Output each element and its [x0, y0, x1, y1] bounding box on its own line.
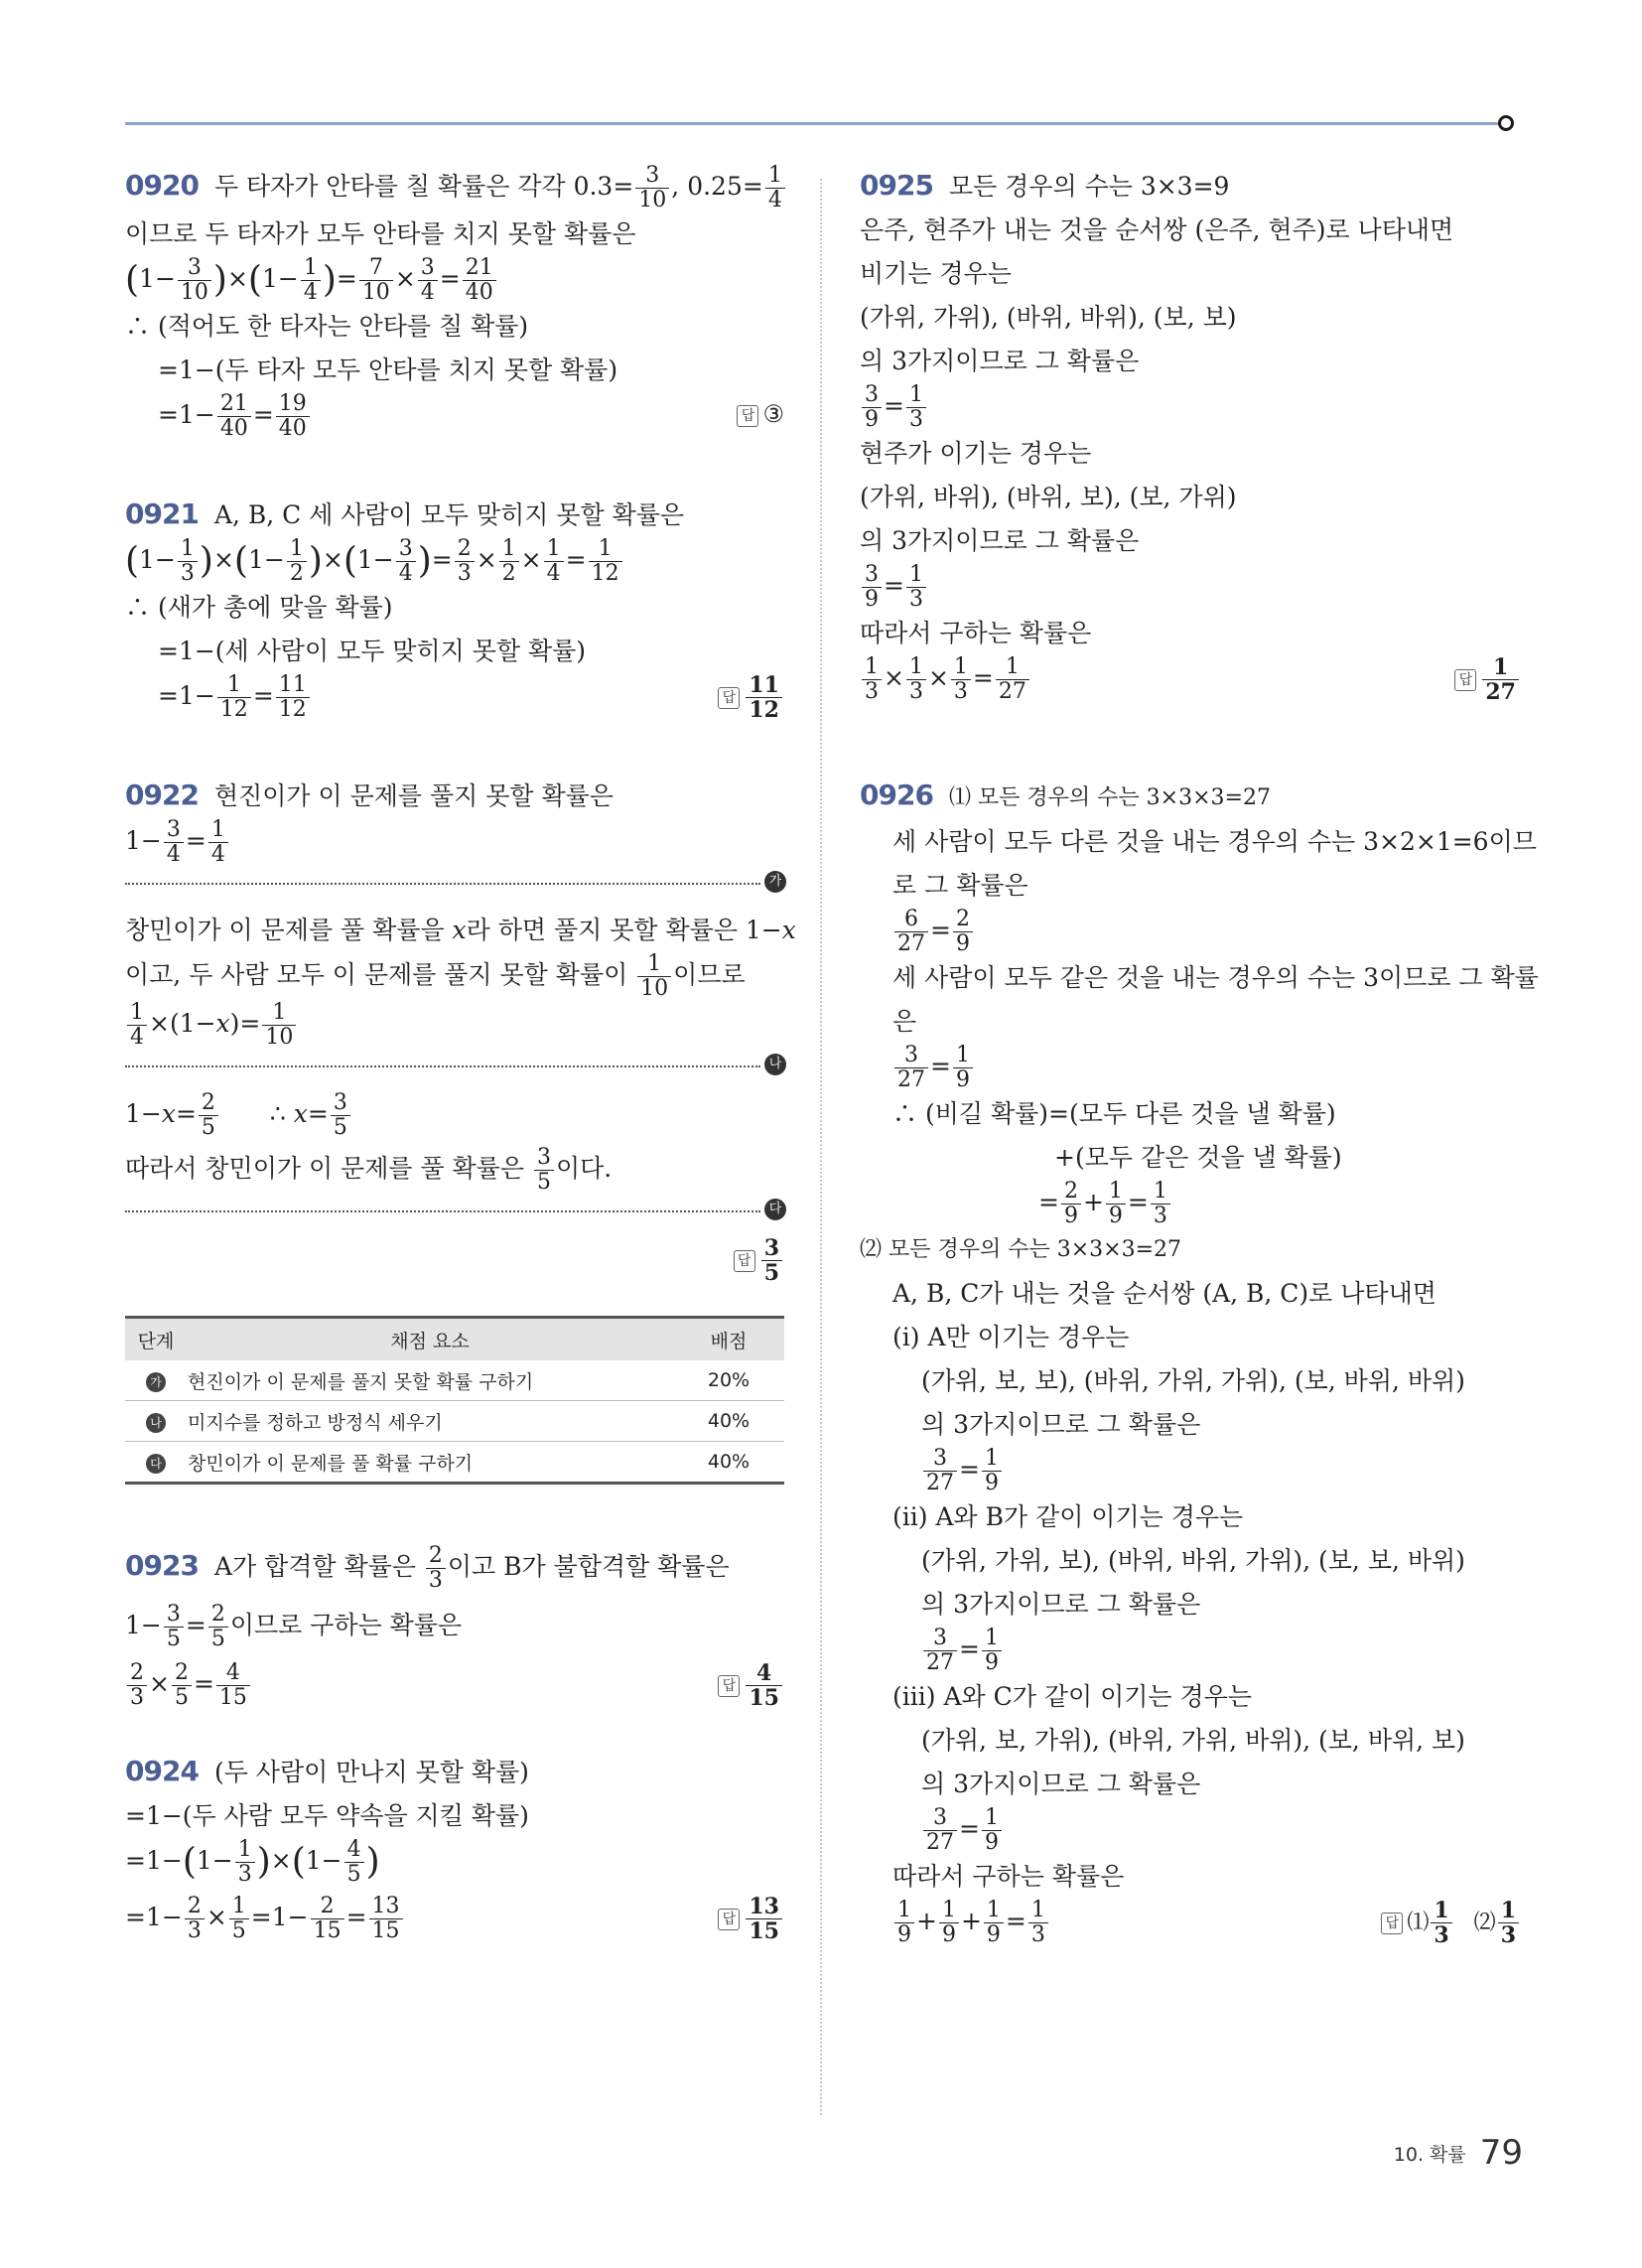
equation: $\frac{3}{27}$ = $\frac{1}{9}$	[860, 1044, 1521, 1092]
text: (가위, 보, 가위), (바위, 가위, 바위), (보, 바위, 보)	[921, 1726, 1465, 1755]
step-marker: 다	[146, 1454, 166, 1474]
right-column	[860, 164, 1539, 1999]
table-cell: 현진이가 이 문제를 풀지 못할 확률 구하기	[187, 1360, 673, 1401]
text: 0.25=	[687, 172, 763, 201]
table-cell: 미지수를 정하고 방정식 세우기	[187, 1401, 673, 1442]
text: (가위, 보, 보), (바위, 가위, 가위), (보, 바위, 바위)	[921, 1366, 1465, 1395]
text: 두 타자가 안타를 칠 확률은 각각 0.3=	[213, 172, 634, 201]
answer-icon: 답	[718, 1675, 740, 1697]
text: ∴ (새가 총에 맞을 확률)	[125, 593, 393, 622]
text: (가위, 가위, 보), (바위, 바위, 가위), (보, 보, 바위)	[921, 1546, 1465, 1575]
problem-number: 0920	[125, 169, 199, 202]
equation: $\frac{1}{3}$ × $\frac{1}{3}$ × $\frac{1}{3}$ = $\frac{1}{27}$ 답 $\frac{1}{27}$	[860, 655, 1521, 704]
text: 의 3가지이므로 그 확률은	[921, 1410, 1201, 1439]
table-cell: 40%	[673, 1442, 784, 1484]
problem-0926	[860, 774, 1539, 1948]
problem-0920: 0920 두 타자가 안타를 칠 확률은 각각 0.3= $\frac{3}{10}$ , 0.25= $\frac{1}{4}$ 이므로 두 타자가 모두 안타를 치지 못할 확률은 (1− $\frac{3}{10}$ )×(1− $\frac{1}{4}$ )= $\frac{7}{10}$ × $\frac{3}{4}$ = $\frac{21}{40}$ ∴ (적어도 한 타자는 안타를 칠 확률) =1−(두 타자 모두 안타를 치지 못할 확률) =1− $\frac{21}{40}$ = $\frac{19}{40}$ 답 ③	[125, 163, 784, 441]
text: (ⅲ) A와 C가 같이 이기는 경우는	[892, 1682, 1252, 1711]
equation: = $\frac{2}{9}$ + $\frac{1}{9}$ = $\frac{1}{3}$	[860, 1180, 1521, 1228]
equation: $\frac{6}{27}$ = $\frac{2}{9}$	[860, 908, 1521, 956]
problem-number: 0924	[125, 1755, 199, 1787]
table-cell: 20%	[673, 1360, 784, 1401]
text: 의 3가지이므로 그 확률은	[921, 1590, 1201, 1619]
answer-icon: 답	[718, 1909, 740, 1930]
equation: $\frac{3}{27}$ = $\frac{1}{9}$	[860, 1627, 1521, 1675]
text: ∴ (비길 확률)=(모두 다른 것을 낼 확률)	[892, 1099, 1336, 1128]
top-rule	[125, 122, 1507, 125]
fraction: $\frac{3}{10}$	[635, 164, 669, 213]
answer-icon: 답	[737, 405, 758, 427]
equation: $\frac{3}{27}$ = $\frac{1}{9}$	[860, 1447, 1521, 1495]
answer-row	[125, 1235, 784, 1286]
problem-number: 0926	[860, 779, 933, 811]
text: ∴ (적어도 한 타자는 안타를 칠 확률)	[125, 312, 529, 341]
table-cell: 40%	[673, 1401, 784, 1442]
text: +(모두 같은 것을 낼 확률)	[1054, 1143, 1342, 1172]
equation: $\frac{1}{4}$ ×(1−𝑥)= $\frac{1}{10}$	[125, 1001, 784, 1050]
text: =1−(두 사람 모두 약속을 지킬 확률)	[125, 1801, 529, 1830]
text: 은	[892, 1007, 917, 1036]
problem-number: 0923	[125, 1549, 199, 1582]
equation: $\frac{3}{27}$ = $\frac{1}{9}$	[860, 1806, 1521, 1855]
equation: 1− $\frac{3}{4}$ = $\frac{1}{4}$	[125, 818, 784, 867]
text: =1−(두 타자 모두 안타를 치지 못할 확률)	[158, 355, 618, 384]
step-marker: 가	[764, 871, 786, 893]
equation: $\frac{3}{9}$ = $\frac{1}{3}$	[860, 383, 1521, 432]
text: ⑴ 모든 경우의 수는 3×3×3=27	[948, 785, 1271, 810]
text: 비기는 경우는	[860, 259, 1012, 288]
equation: 1− $\frac{3}{5}$ = $\frac{2}{5}$ 이므로 구하는 확률은	[125, 1602, 463, 1651]
text: 창민이가 이 문제를 풀 확률을 𝑥라 하면 풀지 못할 확률은 1−𝑥	[125, 916, 796, 944]
answer: 답 $\frac{3}{5}$	[734, 1236, 784, 1285]
equation: =1− $\frac{21}{40}$ = $\frac{19}{40}$ 답 ③	[158, 391, 784, 441]
text: 현진이가 이 문제를 풀지 못할 확률은	[213, 781, 614, 810]
problem-number: 0925	[860, 169, 933, 202]
grading-table	[125, 1316, 784, 1485]
answer: 답 $\frac{4}{15}$	[718, 1661, 784, 1710]
left-column	[125, 163, 796, 1995]
equation: =1− $\frac{1}{12}$ = $\frac{11}{12}$ 답 $\frac{11}{12}$	[125, 673, 784, 722]
step-divider	[125, 1202, 782, 1216]
answer: 답 $\frac{13}{15}$	[718, 1895, 784, 1943]
answer: 답 ⑴ $\frac{1}{3}$ ⑵ $\frac{1}{3}$	[1381, 1899, 1521, 1947]
text: ⑵ 모든 경우의 수는 3×3×3=27	[860, 1237, 1182, 1262]
top-rule-end-dot	[1498, 115, 1514, 131]
page-footer	[1394, 2133, 1523, 2173]
text: 의 3가지이므로 그 확률은	[860, 347, 1140, 375]
table-row	[125, 1360, 784, 1401]
equation: (1− $\frac{1}{3}$ )×(1− $\frac{1}{2}$ )×(1− $\frac{3}{4}$ )= $\frac{2}{3}$ × $\frac{1}{2}$ × $\frac{1}{4}$ = $\frac{1}{12}$	[125, 537, 784, 586]
text: 이고, 두 사람 모두 이 문제를 풀지 못할 확률이 $\frac{1}{10}$ 이므로	[125, 951, 746, 1001]
answer: 답 $\frac{11}{12}$	[718, 673, 784, 722]
problem-0923: 0923 A가 합격할 확률은 $\frac{2}{3}$ 이고 B가 불합격할 확률은 1− $\frac{3}{5}$ = $\frac{2}{5}$ 이므로 구하는 확률은 $\frac{2}{3}$ × $\frac{2}{5}$ = $\frac{4}{15}$ 답 $\frac{4}{15}$	[125, 1544, 784, 1710]
problem-0922	[125, 774, 796, 1286]
step-marker: 나	[146, 1413, 166, 1433]
equation: =1−(1− $\frac{1}{3}$ )×(1− $\frac{4}{5}$ )	[125, 1837, 380, 1887]
step-marker: 다	[764, 1199, 786, 1220]
equation: $\frac{3}{9}$ = $\frac{1}{3}$	[860, 563, 1521, 612]
step-marker: 가	[146, 1372, 166, 1392]
problem-number: 0922	[125, 779, 199, 811]
text: 의 3가지이므로 그 확률은	[860, 526, 1140, 555]
table-cell: 창민이가 이 문제를 풀 확률 구하기	[187, 1442, 673, 1484]
text: 따라서 구하는 확률은	[892, 1862, 1125, 1891]
text: 로 그 확률은	[892, 871, 1028, 900]
page-number: 79	[1479, 2133, 1523, 2173]
text: (두 사람이 만나지 못할 확률)	[213, 1758, 529, 1786]
step-divider	[125, 1057, 782, 1071]
text: A, B, C가 내는 것을 순서쌍 (A, B, C)로 나타내면	[892, 1279, 1437, 1308]
table-row	[125, 1442, 784, 1484]
text: 은주, 현주가 내는 것을 순서쌍 (은주, 현주)로 나타내면	[860, 215, 1454, 244]
problem-0925	[860, 164, 1521, 704]
table-header: 단계	[125, 1318, 187, 1361]
table-header: 배점	[673, 1318, 784, 1361]
problem-number: 0921	[125, 497, 199, 530]
equation: 1−𝑥= $\frac{2}{5}$ ∴ 𝑥= $\frac{3}{5}$	[125, 1091, 784, 1140]
problem-0924	[125, 1750, 784, 1943]
text: 모든 경우의 수는 3×3=9	[948, 172, 1230, 201]
text: 세 사람이 모두 다른 것을 내는 경우의 수는 3×2×1=6이므	[892, 827, 1537, 856]
answer: 답 ③	[737, 392, 784, 436]
text: (가위, 바위), (바위, 보), (보, 가위)	[860, 483, 1237, 511]
answer-icon: 답	[1454, 669, 1476, 691]
equation: (1− $\frac{3}{10}$ )×(1− $\frac{1}{4}$ )= $\frac{7}{10}$ × $\frac{3}{4}$ = $\frac{21}{40}$	[125, 256, 784, 305]
step-divider	[125, 874, 782, 889]
equation: $\frac{2}{3}$ × $\frac{2}{5}$ = $\frac{4}{15}$ 답 $\frac{4}{15}$	[125, 1661, 784, 1710]
text: 따라서 구하는 확률은	[860, 619, 1092, 647]
answer-icon: 답	[734, 1250, 755, 1272]
answer: 답 $\frac{1}{27}$	[1454, 655, 1521, 704]
text: (ⅱ) A와 B가 같이 이기는 경우는	[892, 1502, 1244, 1531]
equation: =1− $\frac{2}{3}$ × $\frac{1}{5}$ =1− $\frac{2}{15}$ = $\frac{13}{15}$ 답 $\frac{13}{15}$	[125, 1895, 784, 1943]
step-marker: 나	[764, 1054, 786, 1075]
text: (ⅰ) A만 이기는 경우는	[892, 1323, 1130, 1351]
text: 의 3가지이므로 그 확률은	[921, 1770, 1201, 1798]
table-row	[125, 1401, 784, 1442]
text: A, B, C 세 사람이 모두 맞히지 못할 확률은	[213, 500, 685, 529]
text: 현주가 이기는 경우는	[860, 439, 1092, 468]
text: 이므로 두 타자가 모두 안타를 치지 못할 확률은	[125, 219, 636, 248]
text: =1−(세 사람이 모두 맞히지 못할 확률)	[158, 637, 586, 665]
table-header: 채점 요소	[187, 1318, 673, 1361]
fraction: $\frac{1}{4}$	[765, 164, 785, 213]
equation: $\frac{1}{9}$ + $\frac{1}{9}$ + $\frac{1}{9}$ = $\frac{1}{3}$ 답 ⑴ $\frac{1}{3}$ ⑵ $\frac{1}{3}$	[860, 1899, 1521, 1947]
text: 따라서 창민이가 이 문제를 풀 확률은 $\frac{3}{5}$ 이다.	[125, 1145, 613, 1195]
chapter-label: 10. 확률	[1393, 2143, 1466, 2166]
problem-0921	[125, 493, 784, 722]
answer-icon: 답	[1381, 1913, 1403, 1934]
text: 세 사람이 모두 같은 것을 내는 경우의 수는 3이므로 그 확률	[892, 963, 1539, 992]
answer-icon: 답	[718, 687, 740, 709]
column-divider	[820, 179, 822, 2115]
text: (가위, 가위), (바위, 바위), (보, 보)	[860, 303, 1237, 332]
